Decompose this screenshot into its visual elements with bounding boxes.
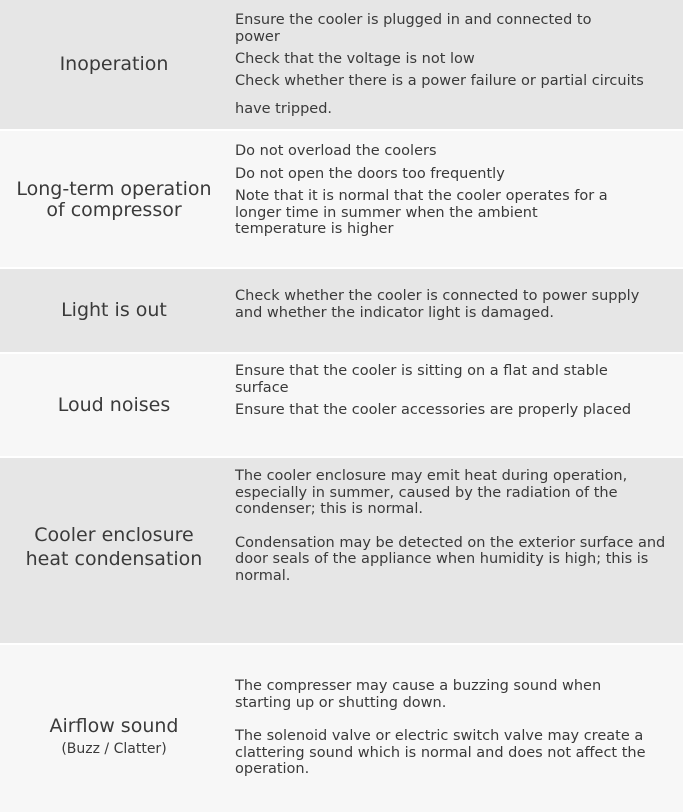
- solutions-cell: [228, 131, 683, 267]
- solution-text: Note that it is normal that the cooler operates for a longer time in summer when the ambient temperature is higher: [235, 188, 608, 237]
- table-row: [0, 269, 683, 354]
- solution-text: Ensure that the cooler accessories are properly placed: [235, 402, 632, 418]
- problem-label: Long-term operation of compressor: [16, 178, 212, 221]
- table-row: [0, 0, 683, 131]
- solution-text: Condensation may be detected on the exterior surface and door seals of the appliance when humidity is high; this is normal.: [235, 534, 666, 584]
- solutions-cell: [228, 645, 683, 812]
- solutions-cell: [228, 458, 683, 643]
- problem-label: Inoperation: [59, 53, 169, 75]
- table-row: [0, 645, 683, 812]
- solutions-cell: [228, 269, 683, 352]
- solution-text: Ensure that the cooler is sitting on a flat and stable surface: [235, 363, 608, 396]
- table-row: [0, 131, 683, 269]
- problem-label: Airflow sound: [49, 715, 179, 737]
- problem-label: Loud noises: [57, 393, 171, 416]
- solution-text: Check whether there is a power failure or partial circuits have tripped.: [235, 72, 644, 117]
- solution-text: Do not open the doors too frequently: [235, 165, 505, 182]
- table-row: [0, 354, 683, 458]
- problem-cell: [0, 354, 228, 456]
- table-row: [0, 458, 683, 645]
- solutions-cell: [228, 0, 683, 129]
- problem-cell: [0, 458, 228, 643]
- problem-label: Light is out: [61, 299, 167, 321]
- solution-text: Ensure the cooler is plugged in and connected to power: [235, 12, 592, 45]
- problem-cell: [0, 645, 228, 812]
- solution-text: Do not overload the coolers: [235, 143, 437, 159]
- problem-cell: [0, 0, 228, 129]
- problem-sublabel: (Buzz / Clatter): [61, 741, 167, 757]
- solution-text: Check that the voltage is not low: [235, 51, 475, 67]
- solution-text: Check whether the cooler is connected to power supply and whether the indicator light is damaged.: [235, 288, 640, 321]
- solutions-cell: [228, 354, 683, 456]
- solution-text: The cooler enclosure may emit heat during operation, especially in summer, caused by the radiation of the condenser; this is normal.: [235, 468, 628, 517]
- problem-cell: [0, 269, 228, 352]
- problem-cell: [0, 131, 228, 267]
- solution-text: The solenoid valve or electric switch valve may create a clattering sound which is normal and does not affect the operation.: [235, 728, 646, 777]
- problem-label: Cooler enclosure heat condensation: [25, 523, 203, 570]
- solution-text: The compresser may cause a buzzing sound when starting up or shutting down.: [235, 678, 602, 711]
